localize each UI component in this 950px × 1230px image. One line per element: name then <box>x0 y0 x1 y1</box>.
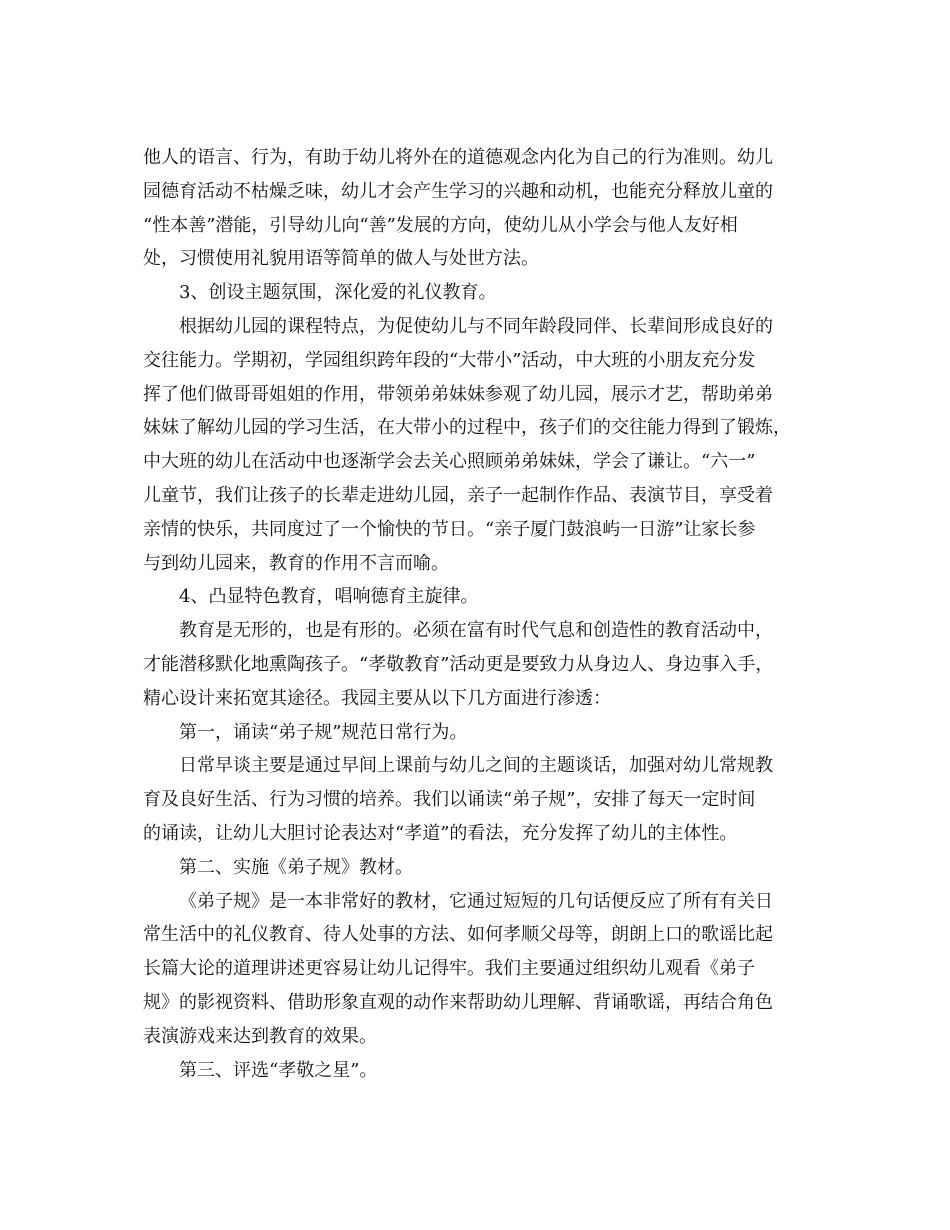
text-line: 育及良好生活、行为习惯的培养。我们以诵读“弟子规”，安排了每天一定时间 <box>143 789 756 811</box>
text-line: 儿童节，我们让孩子的长辈走进幼儿园，亲子一起制作作品、表演节目，享受着 <box>143 484 773 506</box>
text-line: 的诵读，让幼儿大胆讨论表达对“孝道”的看法，充分发挥了幼儿的主体性。 <box>143 822 738 844</box>
subsection-heading: 第二、实施《弟子规》教材。 <box>179 856 413 878</box>
text-line: 交往能力。学期初，学园组织跨年段的“大带小”活动，中大班的小朋友充分发 <box>143 349 756 371</box>
text-line: 与到幼儿园来，教育的作用不言而喻。 <box>143 552 449 574</box>
section-heading: 3、创设主题氛围，深化爱的礼仪教育。 <box>179 282 497 304</box>
text-line: 根据幼儿园的课程特点，为促使幼儿与不同年龄段同伴、长辈间形成良好的 <box>179 315 773 337</box>
text-line: 妹妹了解幼儿园的学习生活，在大带小的过程中，孩子们的交往能力得到了锻炼， <box>143 417 791 439</box>
text-line: 精心设计来拓宽其途径。我园主要从以下几方面进行渗透： <box>143 687 611 709</box>
text-line: 他人的语言、行为，有助于幼儿将外在的道德观念内化为自己的行为准则。幼儿 <box>143 147 773 168</box>
text-line: 亲情的快乐，共同度过了一个愉快的节日。“亲子厦门鼓浪屿一日游”让家长参 <box>143 518 756 540</box>
section-heading: 4、凸显特色教育，唱响德育主旋律。 <box>179 586 479 608</box>
text-line: “性本善”潜能，引导幼儿向“善”发展的方向，使幼儿从小学会与他人友好相 <box>143 214 738 236</box>
text-line: 日常早谈主要是通过早间上课前与幼儿之间的主题谈话，加强对幼儿常规教 <box>179 755 773 777</box>
text-line: 《弟子规》是一本非常好的教材，它通过短短的几句话便反应了所有有关日 <box>179 890 773 912</box>
text-line: 表演游戏来达到教育的效果。 <box>143 1025 377 1047</box>
text-line: 规》的影视资料、借助形象直观的动作来帮助幼儿理解、背诵歌谣，再结合角色 <box>143 991 773 1013</box>
text-line: 中大班的幼儿在活动中也逐渐学会去关心照顾弟弟妹妹，学会了谦让。“六一” <box>143 451 756 473</box>
document-body <box>143 141 808 1087</box>
text-line: 长篇大论的道理讲述更容易让幼儿记得牢。我们主要通过组织幼儿观看《弟子 <box>143 958 755 980</box>
text-line: 挥了他们做哥哥姐姐的作用，带领弟弟妹妹参观了幼儿园，展示才艺，帮助弟弟 <box>143 383 773 405</box>
text-line: 常生活中的礼仪教育、待人处事的方法、如何孝顺父母等，朗朗上口的歌谣比起 <box>143 924 773 946</box>
text-line: 教育是无形的，也是有形的。必须在富有时代气息和创造性的教育活动中， <box>179 620 773 642</box>
text-line: 处，习惯使用礼貌用语等简单的做人与处世方法。 <box>143 248 539 270</box>
text-line: 才能潜移默化地熏陶孩子。“孝敬教育”活动更是要致力从身边人、身边事入手， <box>143 653 774 675</box>
text-line: 园德育活动不枯燥乏味，幼儿才会产生学习的兴趣和动机，也能充分释放儿童的 <box>143 180 773 202</box>
subsection-heading: 第一，诵读“弟子规”规范日常行为。 <box>179 721 468 743</box>
subsection-heading: 第三、评选“孝敬之星”。 <box>179 1059 378 1081</box>
